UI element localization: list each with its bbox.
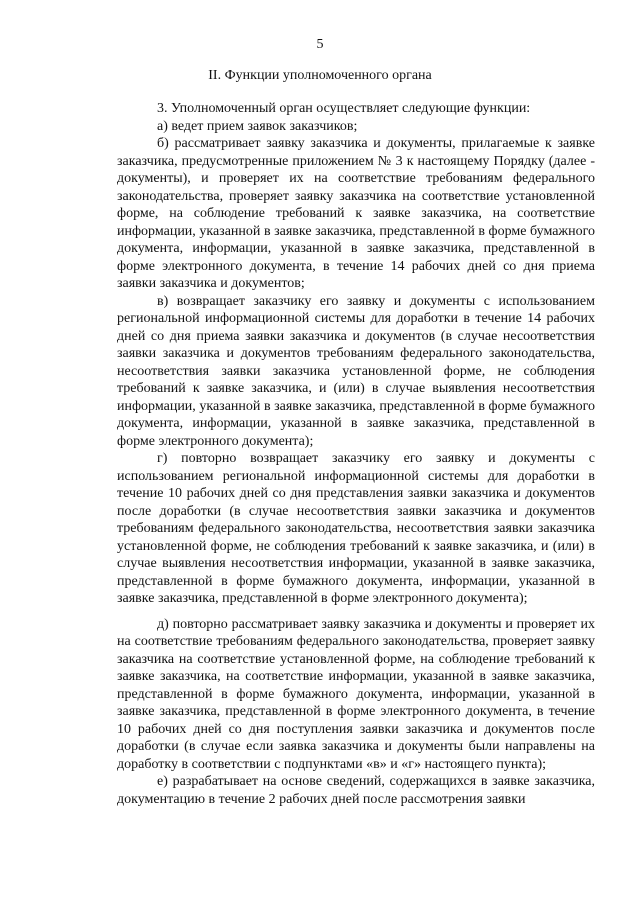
- paragraph-a: а) ведет прием заявок заказчиков;: [157, 118, 358, 134]
- paragraph-b: б) рассматривает заявку заказчика и документы, прилагаемые к заявке заказчика, предусмотренные приложением № 3 к настоящему Порядку (далее - документы), и проверяет их на соответствие требованиям федерального законодательства, проверяет заявку заказчика на соответствие установленной форме, на соблюдение требований к заявке заказчика, на соответствие информации, указанной в заявке заказчика, представленной в форме бумажного документа, информации, указанной в заявке заказчика, представленной в форме электронного документа, в течение 14 рабочих дней со дня приема заявки заказчика и документов;: [117, 136, 595, 291]
- page-number: 5: [316, 37, 324, 52]
- section-title: II. Функции уполномоченного органа: [208, 68, 432, 83]
- paragraph-3: 3. Уполномоченный орган осуществляет следующие функции:: [157, 101, 531, 116]
- paragraph-g: г) повторно возвращает заказчику его заявку и документы с использованием региональной информационной системы для доработки в течение 10 рабочих дней со дня представления заявки заказчика и документов после доработки (в случае несоответствия заявки заказчика и документов требованиям федерального законодательства, несоответствия заявки заказчика установленной форме, не соблюдения требований к заявке заказчика, и (или) в случае выявления несоответствия информации, указанной в заявке заказчика, представленной в форме бумажного документа, информации, указанной в заявке заказчика, представленной в форме электронного документа);: [117, 451, 595, 606]
- paragraph-d: д) повторно рассматривает заявку заказчика и документы и проверяет их на соответствие требованиям федерального законодательства, проверяет заявку заказчика на соответствие установленной форме, на соблюдение требований к заявке заказчика, на соответствие информации, указанной в заявке заказчика, представленной в форме бумажного документа, информации, указанной в заявке заказчика, представленной в форме электронного документа, в течение 10 рабочих дней со дня поступления заявки заказчика и документов после доработки (в случае если заявка заказчика и документы были направлены на доработку в соответствии с подпунктами «в» и «г» настоящего пункта);: [117, 616, 595, 772]
- document-body: [117, 100, 595, 808]
- paragraph-e: е) разрабатывает на основе сведений, содержащихся в заявке заказчика, документацию в течение 2 рабочих дней после рассмотрения заявки: [117, 774, 595, 807]
- paragraph-v: в) возвращает заказчику его заявку и документы с использованием региональной информационной системы для доработки в течение 14 рабочих дней со дня приема заявки заказчика и документов (в случае несоответствия заявки заказчика и документов требованиям федерального законодательства, несоответствия заявки заказчика установленной форме, не соблюдения требований к заявке заказчика, и (или) в случае выявления несоответствия информации, указанной в заявке заказчика, представленной в форме бумажного документа, информации, указанной в заявке заказчика, представленной в форме электронного документа);: [117, 293, 595, 449]
